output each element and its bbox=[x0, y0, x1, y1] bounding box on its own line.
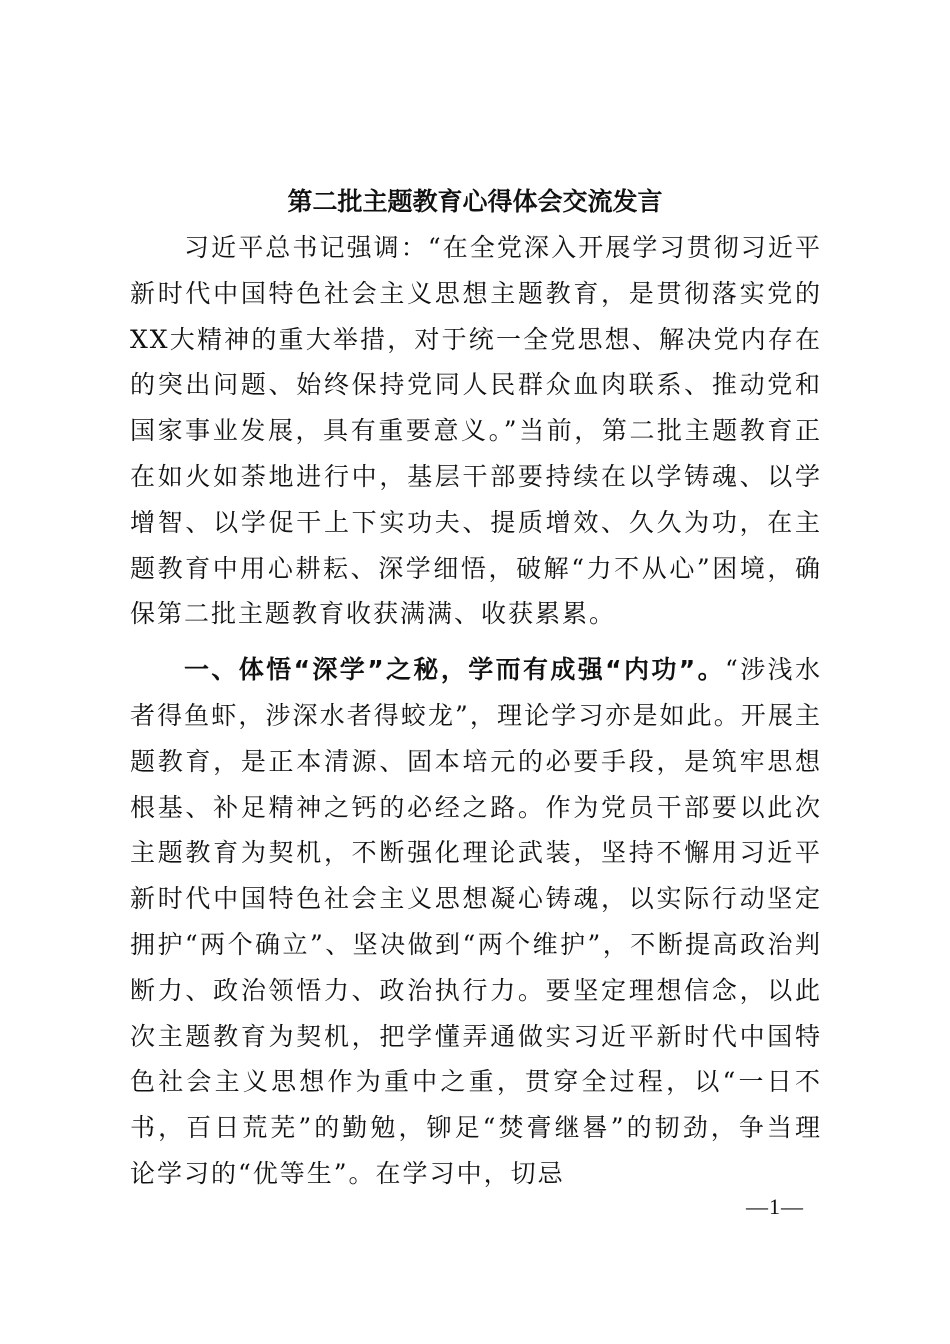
document-body bbox=[130, 225, 822, 1197]
intro-paragraph: 习近平总书记强调：“在全党深入开展学习贯彻习近平新时代中国特色社会主义思想主题教育，是贯彻落实党的XX大精神的重大举措，对于统一全党思想、解决党内存在的突出问题、始终保持党同人民群众血肉联系、推动党和国家事业发展，具有重要意义。”当前，第二批主题教育正在如火如荼地进行中，基层干部要持续在以学铸魂、以学增智、以学促干上下实功夫、提质增效、久久为功，在主题教育中用心耕耘、深学细悟，破解“力不从心”困境，确保第二批主题教育收获满满、收获累累。 bbox=[130, 233, 822, 629]
page-number: —1— bbox=[746, 1194, 804, 1219]
section-1-body: “涉浅水者得鱼虾，涉深水者得蛟龙”，理论学习亦是如此。开展主题教育，是正本清源、固本培元的必要手段，是筑牢思想根基、补足精神之钙的必经之路。作为党员干部要以此次主题教育为契机，不断强化理论武装，坚持不懈用习近平新时代中国特色社会主义思想凝心铸魂，以实际行动坚定拥护“两个确立”、坚决做到“两个维护”，不断提高政治判断力、政治领悟力、政治执行力。要坚定理想信念，以此次主题教育为契机，把学懂弄通做实习近平新时代中国特色社会主义思想作为重中之重，贯穿全过程，以“一日不书，百日荒芜”的勤勉，铆足“焚膏继晷”的韧劲，争当理论学习的“优等生”。在学习中，切忌 bbox=[130, 655, 822, 1188]
section-1-paragraph bbox=[130, 647, 822, 1197]
document-title: 第二批主题教育心得体会交流发言 bbox=[287, 187, 663, 216]
section-1-heading: 一、体悟“深学”之秘，学而有成强“内功”。 bbox=[184, 655, 726, 685]
